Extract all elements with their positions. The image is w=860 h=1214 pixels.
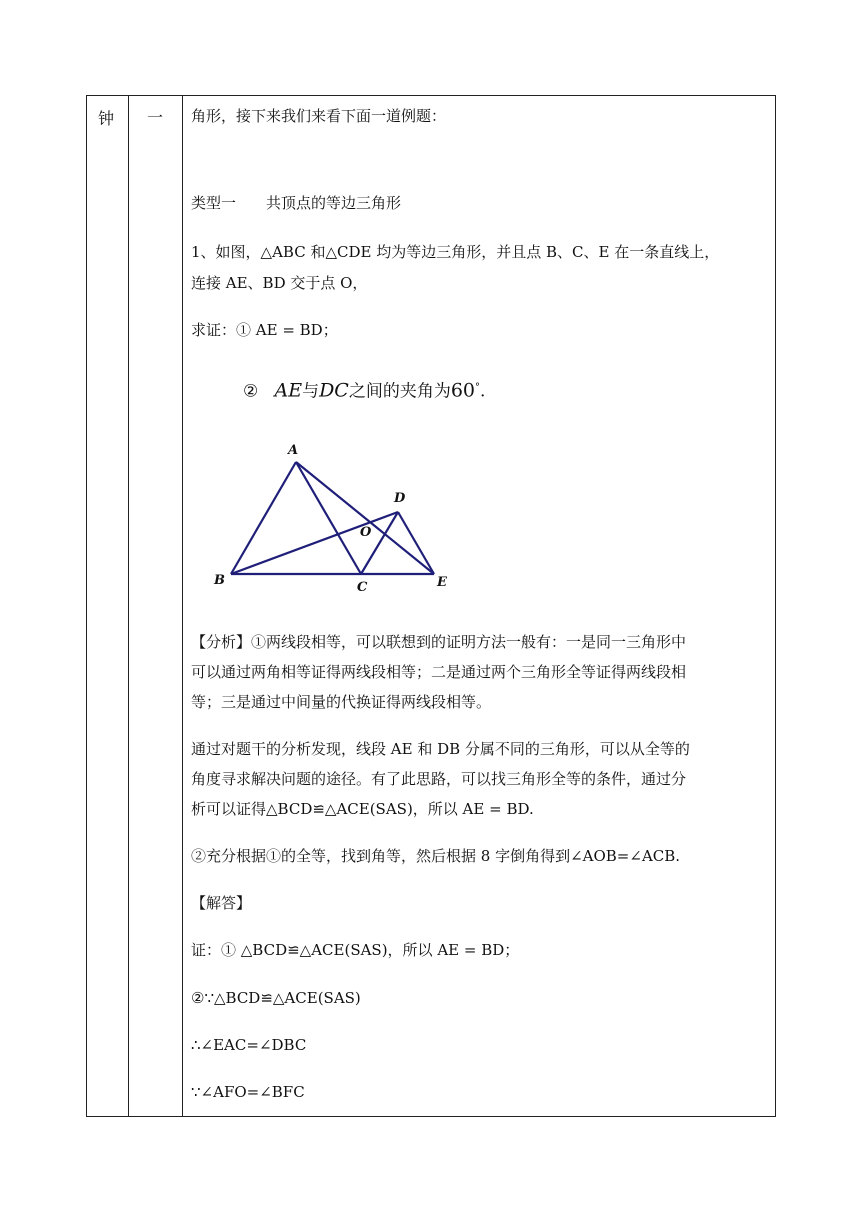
section-title: 类型一 共顶点的等边三角形 xyxy=(191,194,402,212)
prove-statement-1: 求证：① AE = BD； xyxy=(191,321,338,339)
lesson-table xyxy=(86,95,776,1117)
side-label-col1: 钟 xyxy=(98,109,115,128)
answer-line-2: ②∵△BCD≌△ACE(SAS) xyxy=(191,989,361,1007)
answer-title: 【解答】 xyxy=(191,894,252,912)
segment-ab xyxy=(231,462,296,574)
problem-line-2: 连接 AE、BD 交于点 O， xyxy=(191,274,368,292)
label-b: B xyxy=(214,573,225,588)
analysis-1-line-1: 【分析】①两线段相等，可以联想到的证明方法一般有：一是同一三角形中 xyxy=(191,633,687,651)
analysis-3: ②充分根据①的全等，找到角等，然后根据 8 字倒角得到∠AOB=∠ACB. xyxy=(191,847,681,865)
column-divider-2 xyxy=(182,96,183,1116)
problem-line-1: 1、如图，△ABC 和△CDE 均为等边三角形，并且点 B、C、E 在一条直线上， xyxy=(191,243,720,261)
answer-line-3: ∴∠EAC=∠DBC xyxy=(191,1036,307,1054)
prove2-prefix: ② xyxy=(243,381,259,402)
prove2-mid: 与 xyxy=(302,381,320,402)
segment-ae xyxy=(296,462,434,574)
answer-line-4: ∵∠AFO=∠BFC xyxy=(191,1083,305,1101)
label-c: C xyxy=(357,580,368,595)
analysis-2-line-2: 角度寻求解决问题的途径。有了此思路，可以找三角形全等的条件，通过分 xyxy=(191,770,687,788)
prove2-ae: AE xyxy=(274,379,303,402)
segment-de xyxy=(398,512,434,574)
side-label-col2: 一 xyxy=(147,108,164,127)
label-e: E xyxy=(437,575,447,590)
prove-statement-2 xyxy=(243,378,485,402)
label-o: O xyxy=(360,525,372,540)
prove2-angle: 60 xyxy=(450,379,476,402)
prove2-suffix: 之间的夹角为 xyxy=(348,381,451,402)
segment-bd xyxy=(231,512,398,574)
answer-line-1: 证：① △BCD≌△ACE(SAS)，所以 AE = BD； xyxy=(191,941,520,959)
prove2-degree: ° xyxy=(475,382,481,393)
label-a: A xyxy=(288,443,299,458)
analysis-1-line-2: 可以通过两角相等证得两线段相等；二是通过两个三角形全等证得两线段相 xyxy=(191,663,687,681)
intro-text: 角形，接下来我们来看下面一道例题： xyxy=(191,107,447,125)
segment-ac xyxy=(296,462,361,574)
prove2-dc: DC xyxy=(319,379,349,402)
label-d: D xyxy=(394,491,406,506)
segment-cd xyxy=(361,512,398,574)
analysis-2-line-1: 通过对题干的分析发现，线段 AE 和 DB 分属不同的三角形，可以从全等的 xyxy=(191,740,690,758)
prove2-end: . xyxy=(480,381,486,402)
geometry-figure xyxy=(209,436,449,596)
analysis-2-line-3: 析可以证得△BCD≌△ACE(SAS)，所以 AE = BD. xyxy=(191,800,534,818)
analysis-1-line-3: 等；三是通过中间量的代换证得两线段相等。 xyxy=(191,693,492,711)
column-divider-1 xyxy=(128,96,129,1116)
